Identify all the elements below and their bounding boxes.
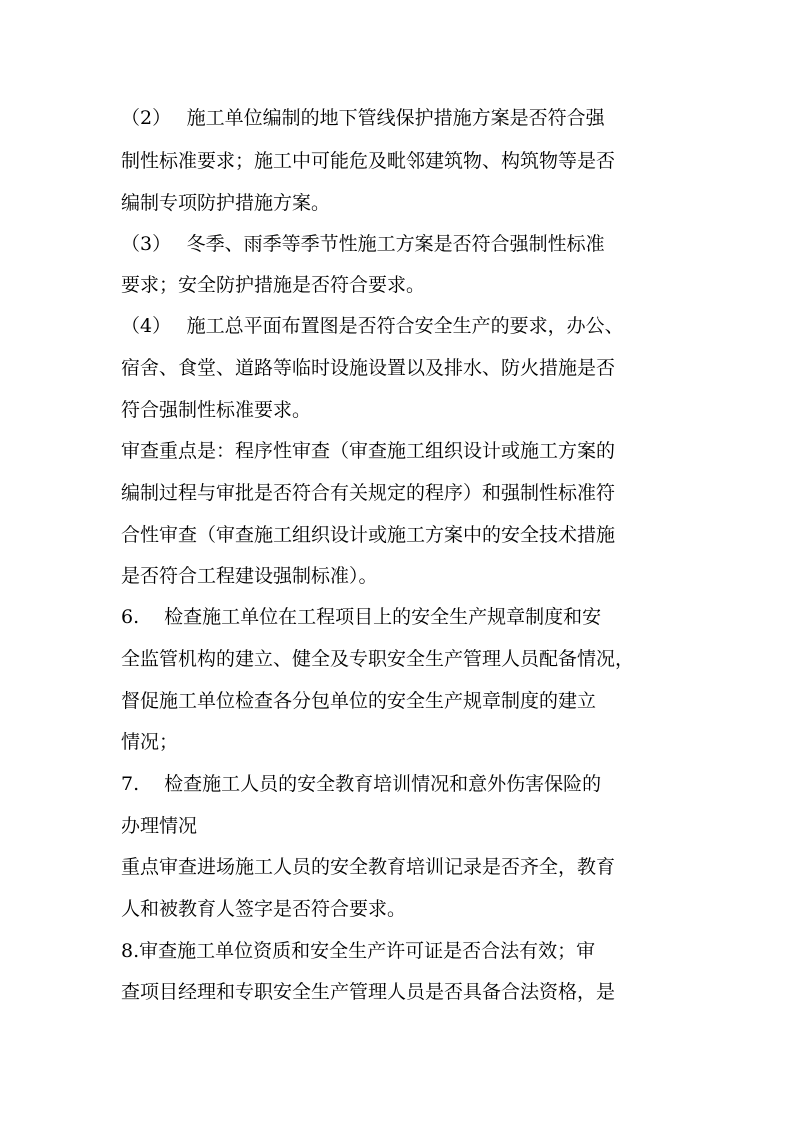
text-line: 情况； bbox=[121, 731, 179, 753]
text-line: 重点审查进场施工人员的安全教育培训记录是否齐全，教育 bbox=[121, 856, 616, 878]
text-line: 办理情况 bbox=[121, 815, 198, 837]
text-line: 6. 检查施工单位在工程项目上的安全生产规章制度和安 bbox=[121, 606, 602, 628]
text-line: 合性审查（审查施工组织设计或施工方案中的安全技术措施 bbox=[121, 524, 616, 546]
text-line: 审查重点是：程序性审查（审查施工组织设计或施工方案的 bbox=[121, 440, 616, 462]
text-line: 是否符合工程建设强制标准）。 bbox=[121, 565, 378, 587]
text-line: 要求；安全防护措施是否符合要求。 bbox=[121, 274, 426, 296]
text-line: 编制专项防护措施方案。 bbox=[121, 192, 331, 214]
text-line: （3） 冬季、雨季等季节性施工方案是否符合强制性标准 bbox=[121, 233, 605, 255]
text-line: 督促施工单位检查各分包单位的安全生产规章制度的建立 bbox=[121, 690, 597, 712]
text-line: 7. 检查施工人员的安全教育培训情况和意外伤害保险的 bbox=[121, 773, 602, 795]
text-line: 宿舍、食堂、道路等临时设施设置以及排水、防火措施是否 bbox=[121, 357, 616, 379]
text-line: 8.审查施工单位资质和安全生产许可证是否合法有效；审 bbox=[121, 940, 596, 962]
text-line: 编制过程与审批是否符合有关规定的程序）和强制性标准符 bbox=[121, 482, 616, 504]
text-line: （2） 施工单位编制的地下管线保护措施方案是否符合强 bbox=[121, 107, 605, 129]
text-line: 制性标准要求；施工中可能危及毗邻建筑物、构筑物等是否 bbox=[121, 150, 616, 172]
text-line: 人和被教育人签字是否符合要求。 bbox=[121, 898, 407, 920]
text-line: （4） 施工总平面布置图是否符合安全生产的要求，办公、 bbox=[121, 315, 624, 337]
text-line: 符合强制性标准要求。 bbox=[121, 399, 312, 421]
text-line: 查项目经理和专职安全生产管理人员是否具备合法资格，是 bbox=[121, 981, 616, 1003]
text-line: 全监管机构的建立、健全及专职安全生产管理人员配备情况， bbox=[121, 648, 635, 670]
